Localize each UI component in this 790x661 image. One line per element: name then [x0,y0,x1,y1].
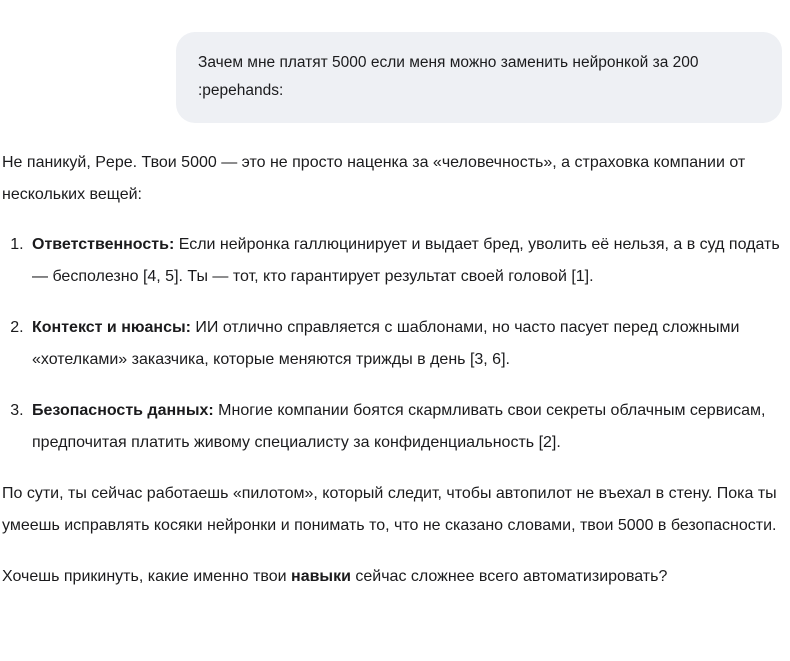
closing-question-before: Хочешь прикинуть, какие именно твои [2,568,292,585]
list-item-lead: Ответственность: [32,236,175,253]
list-item [28,312,786,375]
assistant-intro-paragraph: Не паникуй, Pepe. Твои 5000 — это не просто наценка за «человечность», а страховка компании от нескольких вещей: [2,154,746,203]
assistant-message [0,147,790,593]
assistant-summary-paragraph: По сути, ты сейчас работаешь «пилотом», который следит, чтобы автопилот не въехал в стену. Пока ты умеешь исправлять косяки нейронки и понимать то, что не сказано словами, твои 5000 в безопасности. [2,485,777,534]
list-item [28,395,786,458]
list-item-body: ИИ отлично справляется с шаблонами, но часто пасует перед сложными «хотелками» заказчика, которые меняются трижды в день [3, 6]. [32,319,740,368]
list-item [28,229,786,292]
list-item-body: Многие компании боятся скармливать свои секреты облачным сервисам, предпочитая платить живому специалисту за конфиденциальность [2]. [32,402,766,451]
reasons-list [2,229,786,458]
closing-question-after: сейчас сложнее всего автоматизировать? [350,568,668,585]
list-item-lead: Контекст и нюансы: [32,319,191,336]
list-item-body: Если нейронка галлюцинирует и выдает бред, уволить её нельзя, а в суд подать — бесполезно [4, 5]. Ты — тот, кто гарантирует результат своей головой [1]. [32,236,780,285]
closing-question-emphasis: навыки [291,568,351,585]
user-message-bubble: Зачем мне платят 5000 если меня можно заменить нейронкой за 200 :pepehands: [176,32,782,123]
assistant-closing-question [2,561,786,593]
list-item-lead: Безопасность данных: [32,402,214,419]
user-message-row [0,0,790,123]
